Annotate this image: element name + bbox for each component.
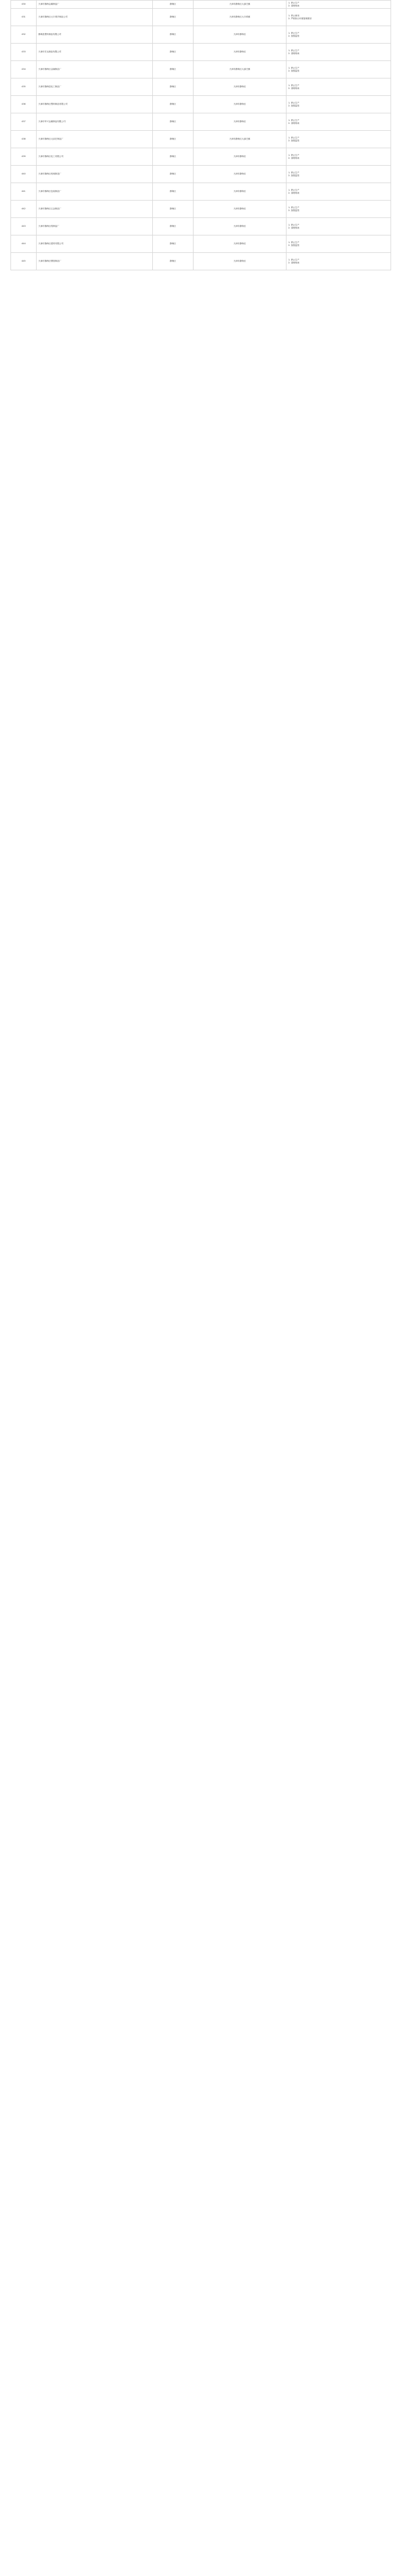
measure-item: 2. 加强监管	[288, 244, 299, 246]
measure-item: 2. 清理现场	[288, 261, 299, 264]
enterprise-name: 天津市静海区包装制品厂	[37, 183, 153, 201]
table-row	[11, 96, 391, 113]
row-number: 438	[11, 131, 37, 148]
address: 天津市静海区	[194, 183, 287, 201]
measure-item: 1. 停止生产	[288, 258, 299, 261]
district: 静海区	[153, 183, 194, 201]
measures	[287, 9, 391, 26]
address: 天津市静海区	[194, 148, 287, 166]
district: 静海区	[153, 148, 194, 166]
row-number: 443	[11, 218, 37, 235]
measure-item: 2. 清理现场	[288, 226, 299, 229]
district: 静海区	[153, 26, 194, 44]
row-number: 437	[11, 113, 37, 131]
table-row	[11, 1, 391, 9]
measures	[287, 96, 391, 113]
enterprise-name: 天津市静海区大丰堆乡制品公司	[37, 9, 153, 26]
address: 天津市静海区大邱庄镇	[194, 131, 287, 148]
enterprise-name: 天津市静海区金属制品厂	[37, 61, 153, 78]
measure-item: 1. 停止使用	[288, 14, 299, 17]
address: 天津市静海区	[194, 201, 287, 218]
address: 天津市静海区	[194, 235, 287, 253]
address: 天津市静海区	[194, 26, 287, 44]
district: 静海区	[153, 218, 194, 235]
measure-item: 2. 清理现场	[288, 191, 299, 194]
enterprise-name: 天津市静海区纸制品厂	[37, 218, 153, 235]
measures	[287, 235, 391, 253]
measure-item: 1. 停止生产	[288, 188, 299, 191]
measure-item: 2. 清理现场	[288, 87, 299, 90]
table-row	[11, 78, 391, 96]
row-number: 436	[11, 96, 37, 113]
measure-item: 1. 停止生产	[288, 66, 299, 69]
row-number: 442	[11, 201, 37, 218]
row-number: 440	[11, 166, 37, 183]
measure-item: 1. 停止生产	[288, 119, 299, 122]
row-number: 435	[11, 78, 37, 96]
measure-item: 1. 停止生产	[288, 31, 299, 34]
address: 天津市静海区	[194, 44, 287, 61]
table-row	[11, 235, 391, 253]
row-number: 441	[11, 183, 37, 201]
district: 静海区	[153, 201, 194, 218]
table-row	[11, 201, 391, 218]
measures	[287, 183, 391, 201]
measures	[287, 148, 391, 166]
measure-item: 1. 停止生产	[288, 49, 299, 52]
measure-item: 2. 清理现场	[288, 52, 299, 55]
address: 天津市静海区大邱庄镇	[194, 1, 287, 9]
address: 天津市静海区大丰堆镇	[194, 9, 287, 26]
enterprise-name: 天津市静海区机械制造厂	[37, 166, 153, 183]
enterprise-name: 天津市静海区钢管制品厂	[37, 253, 153, 270]
measure-item: 2. 严格执行环境管理要求	[288, 17, 312, 20]
measures	[287, 26, 391, 44]
district: 静海区	[153, 131, 194, 148]
enterprise-name: 天津市华兴金属制品有限公司	[37, 113, 153, 131]
measures	[287, 1, 391, 9]
measure-item: 2. 清理现场	[288, 122, 299, 124]
measure-item: 1. 停止生产	[288, 171, 299, 174]
district: 静海区	[153, 235, 194, 253]
measure-item: 2. 加强监管	[288, 34, 299, 37]
table-row	[11, 113, 391, 131]
district: 静海区	[153, 1, 194, 9]
measure-item: 2. 加强监管	[288, 139, 299, 142]
measure-item: 1. 停止生产	[288, 223, 299, 226]
enterprise-name: 静海县塑料制品有限公司	[37, 26, 153, 44]
enterprise-name: 天津市静海县化工制品厂	[37, 78, 153, 96]
measure-item: 2. 加强监管	[288, 69, 299, 72]
row-number: 430	[11, 1, 37, 9]
district: 静海区	[153, 9, 194, 26]
address: 天津市静海区	[194, 96, 287, 113]
address: 天津市静海区	[194, 166, 287, 183]
enterprise-name: 天津市静海区塑料制品有限公司	[37, 96, 153, 113]
enterprise-table	[10, 0, 391, 270]
address: 天津市静海区	[194, 218, 287, 235]
table-row	[11, 148, 391, 166]
table-row	[11, 131, 391, 148]
table-row	[11, 26, 391, 44]
measures	[287, 113, 391, 131]
district: 静海区	[153, 113, 194, 131]
row-number: 433	[11, 44, 37, 61]
measure-item: 1. 停止生产	[288, 84, 299, 87]
district: 静海区	[153, 96, 194, 113]
district: 静海区	[153, 253, 194, 270]
measure-item: 1. 停止生产	[288, 153, 299, 156]
table-row	[11, 61, 391, 78]
table-row	[11, 44, 391, 61]
district: 静海区	[153, 44, 194, 61]
measure-item: 1. 停止生产	[288, 206, 299, 209]
row-number: 444	[11, 235, 37, 253]
row-number: 431	[11, 9, 37, 26]
measure-item: 1. 停止生产	[288, 241, 299, 244]
measure-item: 2. 加强监管	[288, 174, 299, 177]
address: 天津市静海区	[194, 113, 287, 131]
address: 天津市静海区	[194, 253, 287, 270]
table-row	[11, 166, 391, 183]
measures	[287, 78, 391, 96]
measure-item: 2. 加强监管	[288, 209, 299, 212]
measures	[287, 201, 391, 218]
address: 天津市静海区	[194, 78, 287, 96]
enterprise-name: 天津市静海区化工有限公司	[37, 148, 153, 166]
measure-item: 2. 加强监管	[288, 104, 299, 107]
measures	[287, 61, 391, 78]
measure-item: 2. 清理现场	[288, 4, 299, 7]
measure-item: 1. 停止生产	[288, 1, 299, 4]
table-row	[11, 218, 391, 235]
enterprise-name: 天津市静海区大邱庄制品厂	[37, 131, 153, 148]
district: 静海区	[153, 166, 194, 183]
row-number: 434	[11, 61, 37, 78]
table-row	[11, 183, 391, 201]
table-row	[11, 253, 391, 270]
table-row	[11, 9, 391, 26]
measures	[287, 166, 391, 183]
row-number: 432	[11, 26, 37, 44]
enterprise-name: 天津市静海金属制品厂	[37, 1, 153, 9]
measures	[287, 218, 391, 235]
measures	[287, 131, 391, 148]
measure-item: 1. 停止生产	[288, 101, 299, 104]
enterprise-name: 天津市静海区五金制品厂	[37, 201, 153, 218]
measures	[287, 253, 391, 270]
district: 静海区	[153, 78, 194, 96]
measures	[287, 44, 391, 61]
address: 天津市静海区大邱庄镇	[194, 61, 287, 78]
measure-item: 1. 停止生产	[288, 136, 299, 139]
measure-item: 2. 清理现场	[288, 156, 299, 159]
enterprise-name: 天津市宏达制品有限公司	[37, 44, 153, 61]
row-number: 439	[11, 148, 37, 166]
district: 静海区	[153, 61, 194, 78]
row-number: 445	[11, 253, 37, 270]
enterprise-name: 天津市静海区建材有限公司	[37, 235, 153, 253]
